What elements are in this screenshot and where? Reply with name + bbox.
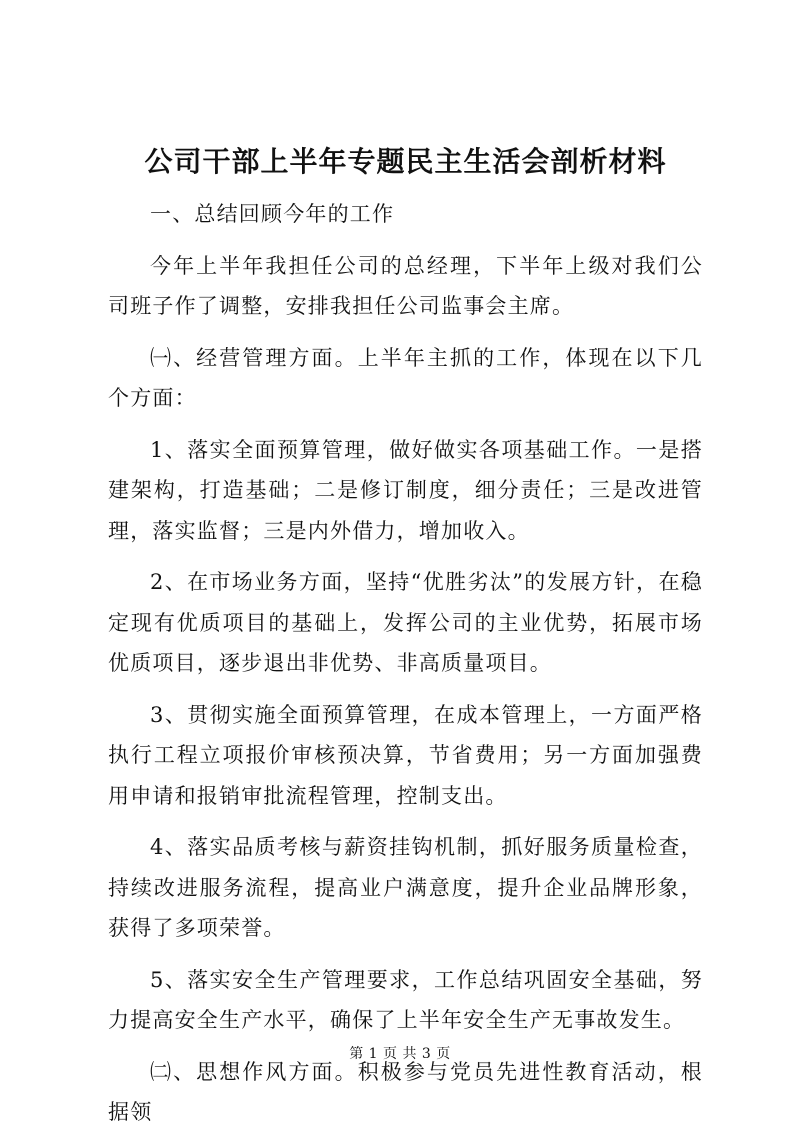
document-body — [108, 142, 703, 1133]
paragraph-1: 今年上半年我担任公司的总经理，下半年上级对我们公司班子作了调整，安排我担任公司监事会主席。 — [108, 253, 703, 318]
paragraph-6: 4、落实品质考核与薪资挂钩机制，抓好服务质量检查，持续改进服务流程，提高业户满意度，提升企业品牌形象，获得了多项荣誉。 — [108, 835, 703, 940]
page-footer: 第 1 页 共 3 页 — [349, 1046, 451, 1062]
paragraph-3: 1、落实全面预算管理，做好做实各项基础工作。一是搭建架构，打造基础；二是修订制度，细分责任；三是改进管理，落实监督；三是内外借力，增加收入。 — [108, 437, 703, 543]
paragraph-2: ㈠、经营管理方面。上半年主抓的工作，体现在以下几个方面： — [108, 345, 703, 410]
paragraph-8: ㈡、思想作风方面。积极参与党员先进性教育活动，根据领 — [108, 1059, 703, 1124]
paragraph-7: 5、落实安全生产管理要求，工作总结巩固安全基础，努力提高安全生产水平，确保了上半年安全生产无事故发生。 — [108, 967, 703, 1032]
paragraph-5: 3、贯彻实施全面预算管理，在成本管理上，一方面严格执行工程立项报价审核预决算，节省费用；另一方面加强费用申请和报销审批流程管理，控制支出。 — [108, 702, 703, 808]
section-heading: 一、总结回顾今年的工作 — [150, 202, 395, 226]
paragraph-4: 2、在市场业务方面，坚持“优胜劣汰”的发展方针，在稳定现有优质项目的基础上，发挥公司的主业优势，拓展市场优质项目，逐步退出非优势、非高质量项目。 — [108, 570, 703, 675]
document-title: 公司干部上半年专题民主生活会剖析材料 — [144, 145, 667, 178]
